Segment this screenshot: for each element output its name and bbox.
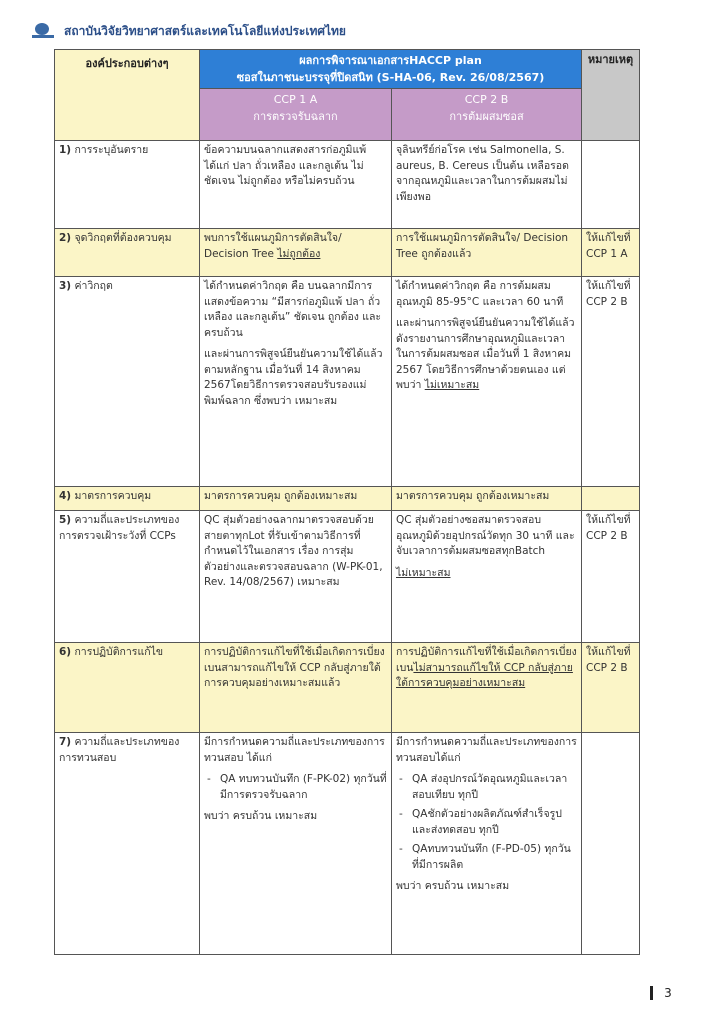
ccp2-subtitle: การต้มผสมซอส bbox=[449, 110, 524, 123]
table-row bbox=[55, 277, 640, 487]
table-row bbox=[55, 229, 640, 277]
row-label: 1) การระบุอันตราย bbox=[55, 141, 200, 229]
ccp2-header bbox=[392, 89, 582, 141]
ccp1-cell: มาตรการควบคุม ถูกต้องเหมาะสม bbox=[200, 487, 392, 511]
ccp1-cell: พบการใช้แผนภูมิการตัดสินใจ/ Decision Tree ไม่ถูกต้อง bbox=[200, 229, 392, 277]
note-cell bbox=[582, 487, 640, 511]
row-label: 6) การปฏิบัติการแก้ไข bbox=[55, 643, 200, 733]
result-header bbox=[200, 50, 582, 89]
list-item: - QA ทบทวนบันทึก (F-PK-02) ทุกวันที่มีการตรวจรับฉลาก bbox=[207, 773, 387, 801]
table-row bbox=[55, 733, 640, 955]
ccp2-cell: มีการกำหนดความถี่และประเภทของการทวนสอบได้แก่ - QA ส่งอุปกรณ์วัดอุณหภูมิและเวลา สอบเทียบ ทุกปี - QAชักตัวอย่างผลิตภัณฑ์สำเร็จรูปและส่งทดสอบ ทุกปี - QAทบทวนบันทึก (F-PD-05) ทุกวันที่มีการผลิต พบว่า ครบถ้วน เหมาะสม bbox=[392, 733, 582, 955]
ccp2-cell: ได้กำหนดค่าวิกฤต คือ การต้มผสม อุณหภูมิ 85-95°C และเวลา 60 นาที และผ่านการพิสูจน์ยืนยันความใช้ได้แล้ว ดังรายงานการศึกษาอุณหภูมิและเวลาในการต้มผสมซอส เมื่อวันที่ 1 สิงหาคม 2567 โดยวิธีการศึกษาด้วยตนเอง แต่พบว่า ไม่เหมาะสม bbox=[392, 277, 582, 487]
row-label: 2) จุดวิกฤตที่ต้องควบคุม bbox=[55, 229, 200, 277]
ccp1-cell: มีการกำหนดความถี่และประเภทของการทวนสอบ ได้แก่ - QA ทบทวนบันทึก (F-PK-02) ทุกวันที่มีการตรวจรับฉลาก พบว่า ครบถ้วน เหมาะสม bbox=[200, 733, 392, 955]
institute-name: สถาบันวิจัยวิทยาศาสตร์และเทคโนโลยีแห่งประเทศไทย bbox=[64, 23, 346, 38]
table-row bbox=[55, 643, 640, 733]
component-header: องค์ประกอบต่างๆ bbox=[55, 50, 200, 141]
note-cell: ให้แก้ไขที่ CCP 2 B bbox=[582, 643, 640, 733]
ccp1-subtitle: การตรวจรับฉลาก bbox=[253, 110, 338, 123]
ccp1-cell: การปฏิบัติการแก้ไขที่ใช้เมื่อเกิดการเบี่ยงเบนสามารถแก้ไขให้ CCP กลับสู่ภายใต้การควบคุมอย่างเหมาะสมแล้ว bbox=[200, 643, 392, 733]
ccp1-verification-list bbox=[204, 772, 387, 803]
result-title-line1: ผลการพิจารณาเอกสารHACCP plan bbox=[299, 54, 482, 67]
note-cell bbox=[582, 733, 640, 955]
table-row bbox=[55, 487, 640, 511]
haccp-review-table bbox=[54, 49, 640, 955]
row-label: 7) ความถี่และประเภทของการทวนสอบ bbox=[55, 733, 200, 955]
ccp1-cell: QC สุ่มตัวอย่างฉลากมาตรวจสอบด้วยสายตาทุกLot ที่รับเข้าตามวิธีการที่กำหนดไว้ในเอกสาร เรื่อง การสุ่มตัวอย่างและตรวจสอบฉลาก (W-PK-01, Rev. 14/08/2567) เหมาะสม bbox=[200, 511, 392, 643]
table-row bbox=[55, 141, 640, 229]
ccp2-cell: การใช้แผนภูมิการตัดสินใจ/ Decision Tree ถูกต้องแล้ว bbox=[392, 229, 582, 277]
ccp2-cell: QC สุ่มตัวอย่างซอสมาตรวจสอบอุณหภูมิด้วยอุปกรณ์วัดทุก 30 นาที และจับเวลาการต้มผสมซอสทุกBatch ไม่เหมาะสม bbox=[392, 511, 582, 643]
list-item: - QA ส่งอุปกรณ์วัดอุณหภูมิและเวลา สอบเทียบ ทุกปี bbox=[399, 773, 568, 801]
institute-logo-icon bbox=[32, 21, 56, 41]
ccp2-title: CCP 2 B bbox=[464, 93, 509, 106]
note-cell: ให้แก้ไขที่ CCP 2 B bbox=[582, 511, 640, 643]
row-label: 4) มาตรการควบคุม bbox=[55, 487, 200, 511]
result-title-line2: ซอสในภาชนะบรรจุที่ปิดสนิท (S-HA-06, Rev. 26/08/2567) bbox=[236, 71, 545, 84]
note-header: หมายเหตุ bbox=[582, 50, 640, 141]
table-row bbox=[55, 511, 640, 643]
ccp2-cell: การปฏิบัติการแก้ไขที่ใช้เมื่อเกิดการเบี่ยงเบนไม่สามารถแก้ไขให้ CCP กลับสู่ภายใต้การควบคุมอย่างเหมาะสม bbox=[392, 643, 582, 733]
row-label: 3) ค่าวิกฤต bbox=[55, 277, 200, 487]
ccp2-cell: มาตรการควบคุม ถูกต้องเหมาะสม bbox=[392, 487, 582, 511]
list-item: - QAชักตัวอย่างผลิตภัณฑ์สำเร็จรูปและส่งทดสอบ ทุกปี bbox=[399, 808, 562, 836]
note-cell: ให้แก้ไขที่ CCP 2 B bbox=[582, 277, 640, 487]
note-cell: ให้แก้ไขที่ CCP 1 A bbox=[582, 229, 640, 277]
note-cell bbox=[582, 141, 640, 229]
ccp1-cell: ข้อความบนฉลากแสดงสารก่อภูมิแพ้ ได้แก่ ปลา ถั่วเหลือง และกลูเต้น ไม่ชัดเจน ไม่ถูกต้อง หรือไม่ครบถ้วน bbox=[200, 141, 392, 229]
ccp1-cell: ได้กำหนดค่าวิกฤต คือ บนฉลากมีการแสดงข้อความ “มีสารก่อภูมิแพ้ ปลา ถั่วเหลือง และกลูเต้น” ชัดเจน ถูกต้อง และครบถ้วน และผ่านการพิสูจน์ยืนยันความใช้ได้แล้ว ตามหลักฐาน เมื่อวันที่ 14 สิงหาคม 2567โดยวิธีการตรวจสอบรับรองแม่พิมพ์ฉลาก ซึ่งพบว่า เหมาะสม bbox=[200, 277, 392, 487]
page-number: 3 bbox=[650, 986, 683, 1000]
ccp2-cell: จุลินทรีย์ก่อโรค เช่น Salmonella, S. aureus, B. Cereus เป็นต้น เหลือรอดจากอุณหภูมิและเวลาในการต้มผสมไม่เพียงพอ bbox=[392, 141, 582, 229]
page-header bbox=[32, 18, 346, 44]
ccp2-verification-list bbox=[396, 772, 577, 873]
ccp1-title: CCP 1 A bbox=[273, 93, 318, 106]
ccp1-header bbox=[200, 89, 392, 141]
row-label: 5) ความถี่และประเภทของการตรวจเฝ้าระวังที่ CCPs bbox=[55, 511, 200, 643]
list-item: - QAทบทวนบันทึก (F-PD-05) ทุกวันที่มีการผลิต bbox=[399, 843, 571, 871]
